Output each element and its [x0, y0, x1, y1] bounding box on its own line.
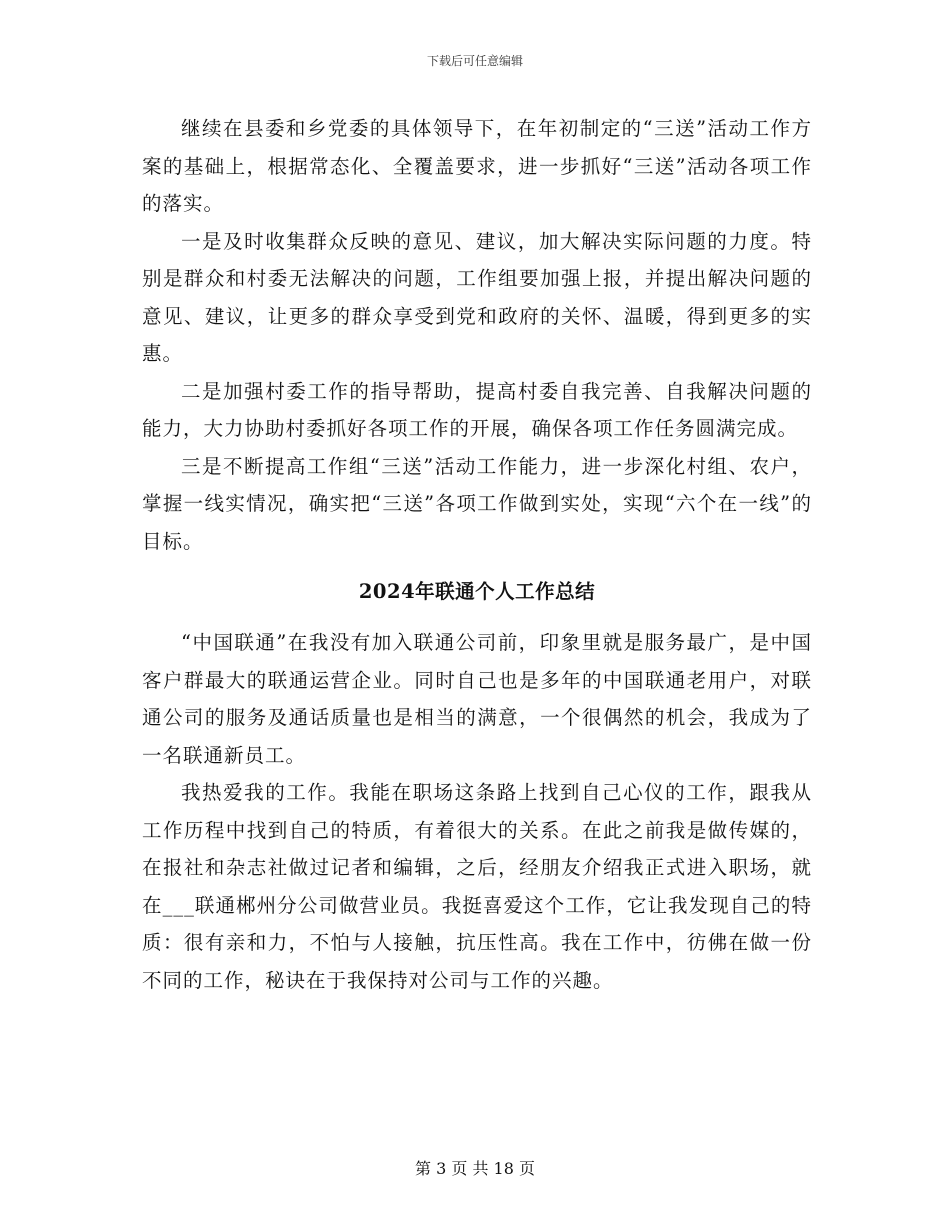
page-number-footer: 第 3 页 共 18 页 — [415, 1159, 535, 1178]
body-paragraph: 继续在县委和乡党委的具体领导下，在年初制定的“三送”活动工作方案的基础上，根据常态化、全覆盖要求，进一步抓好“三送”活动各项工作的落实。 — [142, 117, 812, 215]
section-title: 2024年联通个人工作总结 — [358, 580, 596, 603]
body-paragraph: 三是不断提高工作组“三送”活动工作能力，进一步深化村组、农户，掌握一线实情况，确实把“三送”各项工作做到实处，实现“六个在一线”的目标。 — [142, 454, 812, 553]
body-paragraph: “中国联通”在我没有加入联通公司前，印象里就是服务最广，是中国客户群最大的联通运营企业。同时自己也是多年的中国联通老用户，对联通公司的服务及通话质量也是相当的满意，一个很偶然的机会，我成为了一名联通新员工。 — [142, 631, 812, 767]
page-header-note: 下载后可任意编辑 — [426, 54, 523, 68]
body-paragraph: 一是及时收集群众反映的意见、建议，加大解决实际问题的力度。特别是群众和村委无法解决的问题，工作组要加强上报，并提出解决问题的意见、建议，让更多的群众享受到党和政府的关怀、温暖，得到更多的实惠。 — [142, 229, 812, 365]
body-paragraph: 我热爱我的工作。我能在职场这条路上找到自己心仪的工作，跟我从工作历程中找到自己的特质，有着很大的关系。在此之前我是做传媒的，在报社和杂志社做过记者和编辑，之后，经朋友介绍我正式进入职场，就在___联通郴州分公司做营业员。我挺喜爱这个工作，它让我发现自己的特质：很有亲和力，不怕与人接触，抗压性高。我在工作中，彷佛在做一份不同的工作，秘诀在于我保持对公司与工作的兴趣。 — [142, 781, 812, 992]
body-paragraph: 二是加强村委工作的指导帮助，提高村委自我完善、自我解决问题的能力，大力协助村委抓好各项工作的开展，确保各项工作任务圆满完成。 — [142, 379, 812, 440]
document-body — [142, 110, 812, 999]
